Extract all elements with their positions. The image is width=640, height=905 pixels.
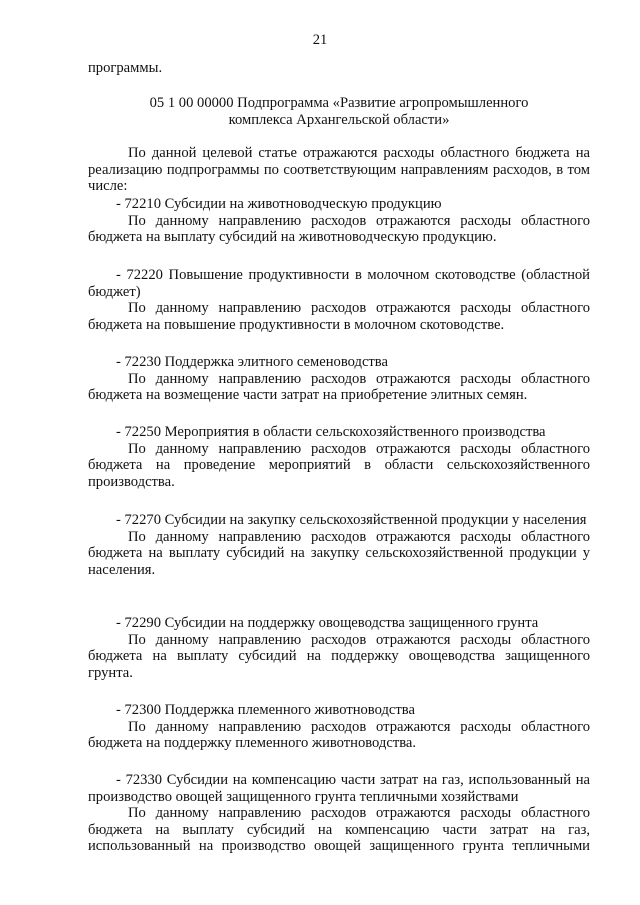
item-72270 — [88, 512, 590, 578]
item-body: По данному направлению расходов отражаются расходы областного бюджета на выплату субсидий на животноводческую продукцию. — [88, 212, 590, 245]
section-heading-line2: комплекса Архангельской области» — [228, 111, 450, 128]
carryover-line: программы. — [88, 60, 163, 76]
item-body: По данному направлению расходов отражаются расходы областного бюджета на выплату субсидий на компенсацию части затрат на газ, использованный на производство овощей защищенного грунта тепличными — [88, 805, 590, 854]
item-body: По данному направлению расходов отражаются расходы областного бюджета на возмещение части затрат на приобретение элитных семян. — [88, 370, 590, 403]
carryover-text — [88, 60, 590, 77]
item-heading: - 72270 Субсидии на закупку сельскохозяйственной продукции у населения — [116, 512, 587, 528]
section-heading — [88, 95, 590, 128]
intro-paragraph-text: По данной целевой статье отражаются расходы областного бюджета на реализацию подпрограммы по соответствующим направлениям расходов, в том числе: — [88, 145, 590, 194]
item-body: По данному направлению расходов отражаются расходы областного бюджета на выплату субсидий на закупку сельскохозяйственной продукции у населения. — [88, 528, 590, 578]
item-heading: - 72290 Субсидии на поддержку овощеводства защищенного грунта — [116, 615, 539, 631]
item-72290 — [88, 615, 590, 681]
item-heading: - 72230 Поддержка элитного семеноводства — [116, 354, 388, 370]
section-heading-line1: 05 1 00 00000 Подпрограмма «Развитие агропромышленного — [149, 95, 529, 111]
item-72230 — [88, 354, 590, 404]
item-body: По данному направлению расходов отражаются расходы областного бюджета на повышение продуктивности в молочном скотоводстве. — [88, 300, 590, 333]
item-body: По данному направлению расходов отражаются расходы областного бюджета на проведение мероприятий в области сельскохозяйственного производства. — [88, 440, 590, 490]
item-72220 — [88, 267, 590, 333]
item-heading: - 72250 Мероприятия в области сельскохозяйственного производства — [116, 424, 546, 440]
page-number: 21 — [312, 32, 328, 48]
item-72330 — [88, 772, 590, 855]
item-heading: - 72210 Субсидии на животноводческую продукцию — [116, 196, 442, 212]
item-heading: - 72300 Поддержка племенного животноводства — [116, 702, 415, 718]
item-body: По данному направлению расходов отражаются расходы областного бюджета на поддержку племенного животноводства. — [88, 718, 590, 751]
item-72250 — [88, 424, 590, 490]
item-heading: - 72220 Повышение продуктивности в молочном скотоводстве (областной бюджет) — [88, 267, 590, 300]
item-body: По данному направлению расходов отражаются расходы областного бюджета на выплату субсидий на поддержку овощеводства защищенного грунта. — [88, 631, 590, 681]
item-heading: - 72330 Субсидии на компенсацию части затрат на газ, использованный на производство овощей защищенного грунта тепличными хозяйствами — [88, 772, 590, 805]
item-72210 — [88, 196, 590, 246]
intro-paragraph — [88, 145, 590, 195]
item-72300 — [88, 702, 590, 752]
